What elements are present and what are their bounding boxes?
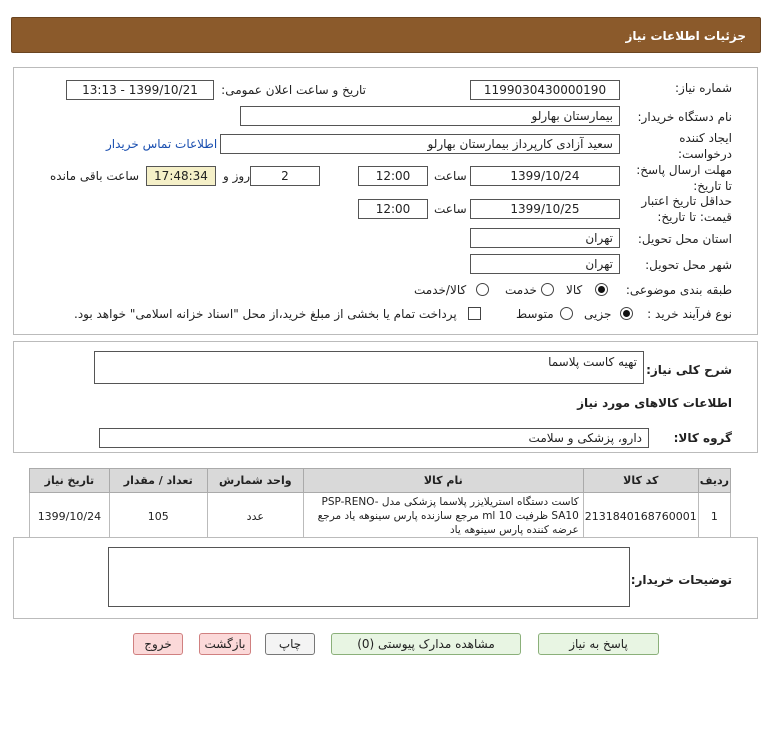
table-row [30,493,731,540]
category-goods-radio[interactable] [595,283,608,296]
validity-time-label: ساعت [434,202,467,216]
category-service-radio[interactable] [541,283,554,296]
col-name: نام کالا [303,469,583,493]
buyer-notes-label: توضیحات خریدار: [630,573,732,587]
category-goods-label: کالا [566,283,583,297]
page-title: جزئیات اطلاعات نیاز [11,17,761,53]
col-code: کد کالا [583,469,698,493]
col-unit: واحد شمارش [207,469,303,493]
exit-button[interactable]: خروج [133,633,183,655]
creator-field: سعید آزادی کارپرداز بیمارستان بهارلو [220,134,620,154]
buyer-notes-field [108,547,630,607]
col-index: ردیف [698,469,730,493]
category-label: طبقه بندی موضوعی: [625,283,732,297]
remaining-label: ساعت باقی مانده [50,169,140,183]
city-label: شهر محل تحویل: [645,258,732,272]
row-qty: 105 [109,493,207,540]
goods-table [29,468,731,540]
category-service-label: خدمت [505,283,537,297]
buyer-org-label: نام دستگاه خریدار: [637,110,732,124]
deadline-date-field: 1399/10/24 [470,166,620,186]
row-index: 1 [698,493,730,540]
remaining-time-field: 17:48:34 [146,166,216,186]
treasury-payment-note: پرداخت تمام یا بخشی از مبلغ خرید،از محل "اسناد خزانه اسلامی" خواهد بود. [74,307,457,321]
process-minor-radio[interactable] [620,307,633,320]
province-field: تهران [470,228,620,248]
province-label: استان محل تحویل: [637,232,732,246]
col-qty: تعداد / مقدار [109,469,207,493]
summary-label: شرح کلی نیاز: [646,363,732,377]
summary-field: تهیه کاست پلاسما [94,351,644,384]
validity-date-field: 1399/10/25 [470,199,620,219]
back-button[interactable]: بازگشت [199,633,251,655]
row-date: 1399/10/24 [30,493,110,540]
col-date: تاریخ نیاز [30,469,110,493]
goods-group-field: دارو، پزشکی و سلامت [99,428,649,448]
deadline-label: مهلت ارسال پاسخ: تا تاریخ: [636,163,732,193]
treasury-payment-checkbox[interactable] [468,307,481,320]
validity-label: حداقل تاریخ اعتبار قیمت: تا تاریخ: [641,194,732,224]
process-medium-label: متوسط [516,307,554,321]
need-number-label: شماره نیاز: [675,81,732,95]
reply-button[interactable]: پاسخ به نیاز [538,633,659,655]
deadline-time-label: ساعت [434,169,467,183]
goods-table-header [30,469,731,493]
announce-field: 1399/10/21 - 13:13 [66,80,214,100]
deadline-time-field: 12:00 [358,166,428,186]
row-name: کاست دستگاه استریلایزر پلاسما پزشکی مدل PSP-RENO-SA10 ظرفیت 10 ml مرجع سازنده پارس سینوهه یاد مرجع عرضه کننده پارس سینوهه یاد [303,493,583,540]
days-field: 2 [250,166,320,186]
attachments-button[interactable]: مشاهده مدارک پیوستی (0) [331,633,521,655]
days-label: روز و [223,169,250,183]
announce-label: تاریخ و ساعت اعلان عمومی: [221,83,366,97]
process-medium-radio[interactable] [560,307,573,320]
category-goods-service-label: کالا/خدمت [414,283,467,297]
city-field: تهران [470,254,620,274]
row-unit: عدد [207,493,303,540]
process-label: نوع فرآیند خرید : [647,307,732,321]
creator-label: ایجاد کننده درخواست: [678,131,732,161]
category-goods-service-radio[interactable] [476,283,489,296]
buyer-org-field: بیمارستان بهارلو [240,106,620,126]
contact-info-link[interactable]: اطلاعات تماس خریدار [106,137,218,151]
process-minor-label: جزیی [584,307,612,321]
goods-group-label: گروه کالا: [673,431,732,445]
row-code: 2131840168760001 [583,493,698,540]
need-number-field: 1199030430000190 [470,80,620,100]
print-button[interactable]: چاپ [265,633,315,655]
goods-section-title: اطلاعات کالاهای مورد نیاز [577,396,732,410]
validity-time-field: 12:00 [358,199,428,219]
